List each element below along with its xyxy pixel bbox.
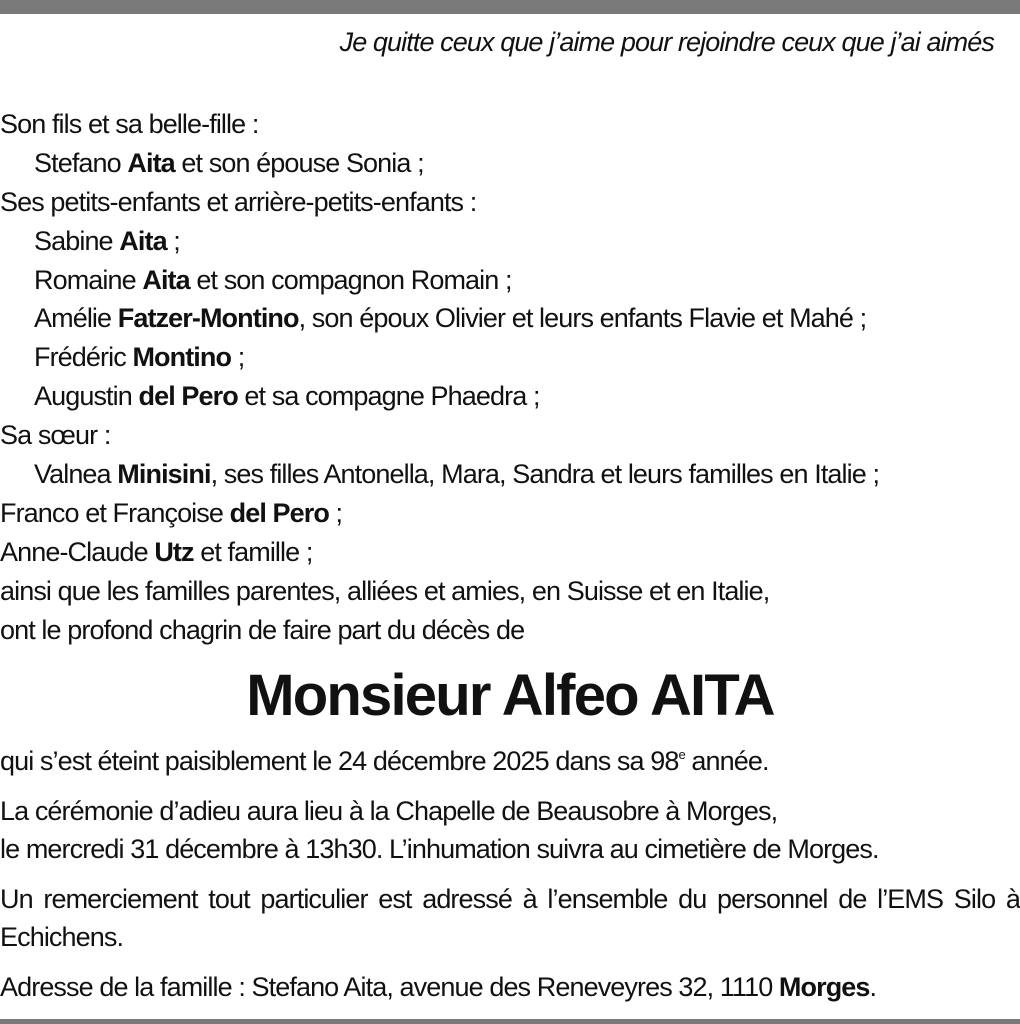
family-list	[0, 105, 1020, 649]
family-member-grandchild: Frédéric Montino ;	[34, 342, 245, 373]
family-member-grandchild: Amélie Fatzer-Montino, son époux Olivier et leurs enfants Flavie et Mahé ;	[34, 303, 867, 334]
bottom-rule	[0, 1019, 1020, 1024]
top-rule	[0, 0, 1020, 14]
epigraph-quote: Je quitte ceux que j’aime pour rejoindre ceux que j’ai aimés	[339, 27, 994, 57]
family-member-son: Stefano Aita et son épouse Sonia ;	[34, 147, 424, 178]
family-member-other: Anne-Claude Utz et famille ;	[0, 536, 313, 567]
notice-details	[0, 742, 1020, 1017]
son-heading: Son fils et sa belle-fille :	[0, 109, 259, 139]
family-member-grandchild: Romaine Aita et son compagnon Romain ;	[34, 264, 512, 295]
ceremony-info	[0, 792, 1020, 869]
family-member-grandchild: Augustin del Pero et sa compagne Phaedra ;	[34, 381, 540, 412]
closing-line: ainsi que les familles parentes, alliées et amies, en Suisse et en Italie,	[0, 575, 770, 606]
ceremony-line: le mercredi 31 décembre à 13h30. L’inhumation suivra au cimetière de Morges.	[0, 834, 879, 864]
sister-heading: Sa sœur :	[0, 420, 111, 451]
grandchildren-heading: Ses petits-enfants et arrière-petits-enfants :	[0, 186, 477, 217]
deceased-name: Monsieur Alfeo AITA	[246, 663, 774, 728]
family-member-other: Franco et Françoise del Pero ;	[0, 497, 343, 528]
closing-line: ont le profond chagrin de faire part du décès de	[0, 614, 525, 645]
family-member-grandchild: Sabine Aita ;	[34, 225, 180, 256]
family-member-sister: Valnea Minisini, ses filles Antonella, Mara, Sandra et leurs familles en Italie ;	[34, 459, 880, 490]
death-statement: qui s’est éteint paisiblement le 24 décembre 2025 dans sa 98e année.	[0, 746, 769, 776]
ceremony-line: La cérémonie d’adieu aura lieu à la Chapelle de Beausobre à Morges,	[0, 795, 778, 826]
thanks-paragraph: Un remerciement tout particulier est adressé à l’ensemble du personnel de l’EMS Silo à Echichens.	[0, 883, 1020, 952]
family-address: Adresse de la famille : Stefano Aita, avenue des Reneveyres 32, 1110 Morges.	[0, 971, 877, 1002]
